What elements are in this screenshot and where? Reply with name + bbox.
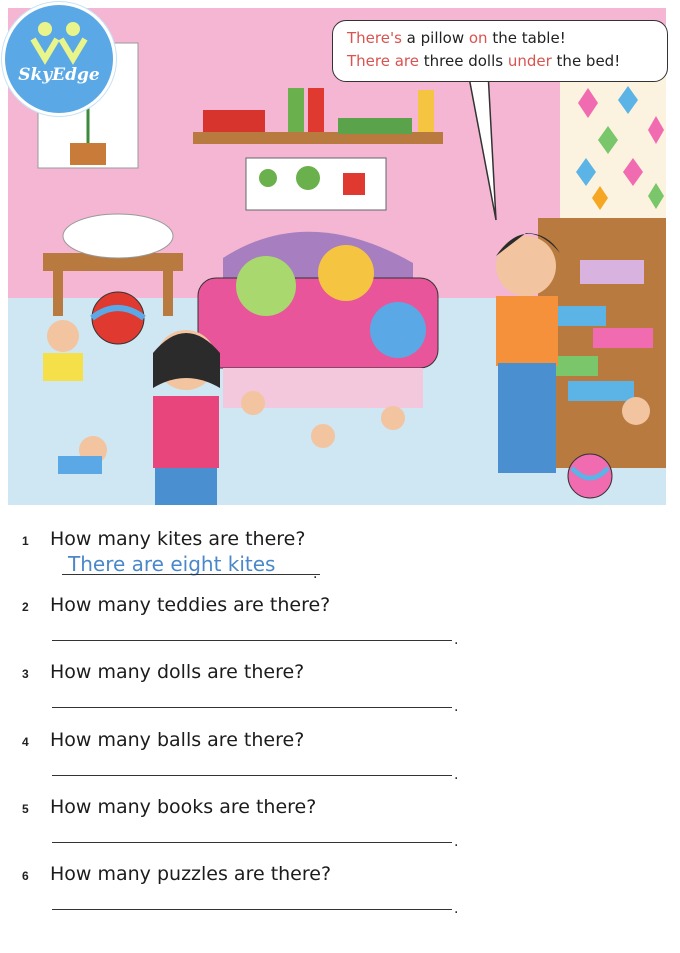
teddy — [318, 245, 374, 301]
answer-line[interactable] — [52, 909, 452, 910]
doll — [381, 406, 405, 430]
answer-line[interactable] — [52, 775, 452, 776]
speech-line-2 — [347, 52, 620, 70]
girl-shirt — [153, 396, 219, 468]
question-text: How many teddies are there? — [50, 594, 331, 616]
question-number: 3 — [22, 667, 29, 681]
question-text: How many puzzles are there? — [50, 863, 332, 885]
question-number: 5 — [22, 802, 29, 816]
answer-line — [62, 574, 320, 575]
answer-line[interactable] — [52, 707, 452, 708]
question-number: 6 — [22, 869, 29, 883]
speech-text: three dolls — [419, 52, 508, 70]
speech-text: the bed! — [551, 52, 621, 70]
keyword-there-are: There are — [347, 52, 419, 70]
period: . — [454, 901, 459, 917]
boy-jeans — [498, 363, 556, 473]
pillow — [63, 214, 173, 258]
speech-text: the table! — [487, 29, 566, 47]
question-text: How many dolls are there? — [50, 661, 305, 683]
question-item — [22, 729, 642, 789]
keyword-theres: There's — [347, 29, 402, 47]
question-number: 4 — [22, 735, 29, 749]
keyword-under: under — [507, 52, 552, 70]
period: . — [454, 834, 459, 850]
question-item — [22, 796, 642, 856]
doll — [241, 391, 265, 415]
answer-line[interactable] — [52, 842, 452, 843]
teddy — [236, 256, 296, 316]
speech-bubble — [332, 20, 668, 82]
question-item — [22, 528, 642, 588]
question-item — [22, 594, 642, 654]
speech-line-1 — [347, 29, 566, 47]
question-number: 1 — [22, 534, 29, 548]
doll — [47, 320, 79, 352]
speech-text: a pillow — [401, 29, 469, 47]
kite-wallpaper — [560, 68, 666, 238]
question-text: How many balls are there? — [50, 729, 305, 751]
doll — [311, 424, 335, 448]
boy-shirt — [496, 296, 558, 366]
keyword-on: on — [468, 29, 488, 47]
skyedge-logo — [2, 2, 116, 116]
question-number: 2 — [22, 600, 29, 614]
teddy — [370, 302, 426, 358]
question-text: How many kites are there? — [50, 528, 306, 550]
logo-figures-icon — [5, 11, 113, 71]
period: . — [313, 566, 318, 582]
logo-text: SkyEdge — [18, 65, 100, 85]
answer-text[interactable]: There are eight kites — [68, 552, 276, 576]
answer-line[interactable] — [52, 640, 452, 641]
period: . — [454, 632, 459, 648]
boy-head — [496, 236, 556, 296]
period: . — [454, 767, 459, 783]
question-item — [22, 863, 642, 923]
question-item — [22, 661, 642, 721]
doll — [622, 397, 650, 425]
question-text: How many books are there? — [50, 796, 317, 818]
period: . — [454, 699, 459, 715]
ball — [92, 292, 144, 344]
